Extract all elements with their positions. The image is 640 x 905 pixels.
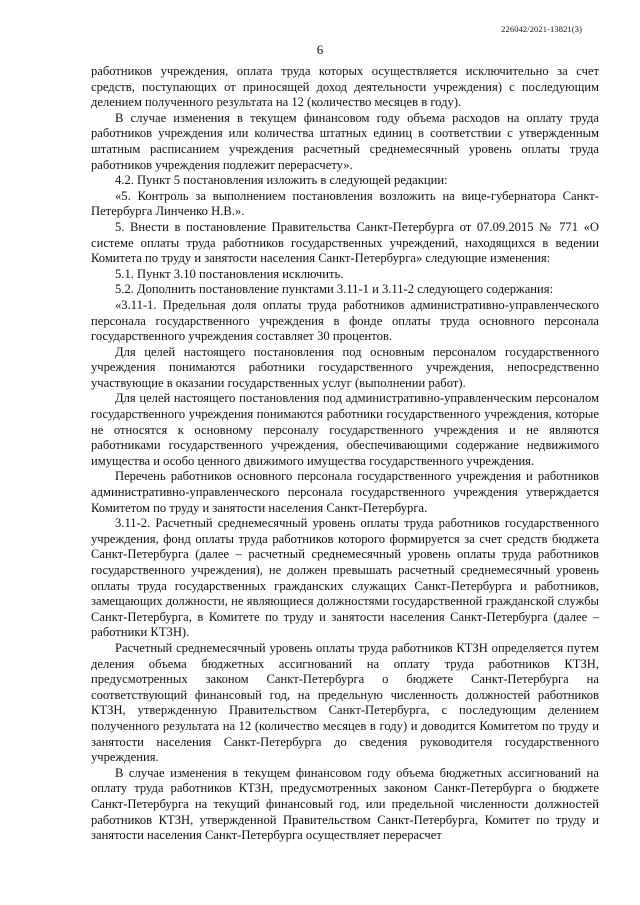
paragraph: Перечень работников основного персонала государственного учреждения и работников административно-управленческого персонала государственного учреждения утверждается Комитетом по труду и занятости населения Санкт-Петербурга.	[91, 469, 599, 515]
paragraph: 4.2. Пункт 5 постановления изложить в следующей редакции:	[115, 173, 448, 188]
paragraph: работников учреждения, оплата труда которых осуществляется исключительно за счет средств, поступающих от приносящей доход деятельности учреждения) с последующим делением полученного результата на 12 (количество месяцев в году).	[91, 64, 599, 110]
page-number: 6	[316, 42, 324, 57]
paragraph: 5.2. Дополнить постановление пунктами 3.11-1 и 3.11-2 следующего содержания:	[115, 282, 554, 297]
paragraph: «3.11-1. Предельная доля оплаты труда работников административно-управленческого персонала государственного учреждения в фонде оплаты труда основного персонала государственного учреждения составляет 30 процентов.	[91, 297, 599, 344]
paragraph: «5. Контроль за выполнением постановления возложить на вице-губернатора Санкт-Петербурга Линченко Н.В.».	[91, 188, 599, 219]
paragraph: 5.1. Пункт 3.10 постановления исключить.	[115, 266, 344, 281]
document-body	[91, 64, 599, 844]
paragraph: Расчетный среднемесячный уровень оплаты труда работников КТЗН определяется путем деления объема бюджетных ассигнований на оплату труда работников КТЗН, предусмотренных законом Санкт-Петербурга о бюджете Санкт-Петербурга на соответствующий финансовый год, на предельную численность должностей работников КТЗН, утвержденную Правительством Санкт-Петербурга, с последующим делением полученного результата на 12 (количество месяцев в году) и доводится Комитетом по труду и занятости населения Санкт-Петербурга до сведения руководителя государственного учреждения.	[91, 640, 599, 765]
paragraph: В случае изменения в текущем финансовом году объема расходов на оплату труда работников учреждения или количества штатных единиц в соответствии с утвержденным штатным расписанием учреждения расчетный среднемесячный уровень оплаты труда работников учреждения подлежит перерасчету».	[91, 110, 599, 172]
paragraph: 5. Внести в постановление Правительства Санкт-Петербурга от 07.09.2015 № 771 «О системе оплаты труда работников государственных учреждений, находящихся в ведении Комитета по труду и занятости населения Санкт-Петербурга» следующие изменения:	[91, 219, 599, 266]
paragraph: Для целей настоящего постановления под административно-управленческим персоналом государственного учреждения понимаются работники государственного учреждения, которые не относятся к основному персоналу государственного учреждения и не являются работниками государственного учреждения, обеспечивающими содержание недвижимого имущества и особо ценного движимого имущества государственного учреждения.	[91, 391, 599, 468]
paragraph: 3.11-2. Расчетный среднемесячный уровень оплаты труда работников государственного учреждения, фонд оплаты труда работников которого формируется за счет средств бюджета Санкт-Петербурга (далее – расчетный среднемесячный уровень оплаты труда работников государственного учреждения), не должен превышать расчетный среднемесячный уровень оплаты труда государственных гражданских служащих Санкт-Петербурга и работников, замещающих должности, не являющиеся должностями государственной гражданской службы Санкт-Петербурга, в Комитете по труду и занятости населения Санкт-Петербурга (далее – работники КТЗН).	[91, 516, 599, 640]
document-id: 226042/2021-13821(3)	[501, 24, 582, 34]
paragraph: В случае изменения в текущем финансовом году объема бюджетных ассигнований на оплату труда работников КТЗН, предусмотренных законом Санкт-Петербурга о бюджете Санкт-Петербурга на текущий финансовый год, или предельной численности должностей работников КТЗН, утвержденной Правительством Санкт-Петербурга, Комитет по труду и занятости населения Санкт-Петербурга осуществляет перерасчет	[91, 765, 599, 843]
paragraph: Для целей настоящего постановления под основным персоналом государственного учреждения понимаются работники государственного учреждения, непосредственно участвующие в оказании государственных услуг (выполнении работ).	[91, 344, 599, 390]
